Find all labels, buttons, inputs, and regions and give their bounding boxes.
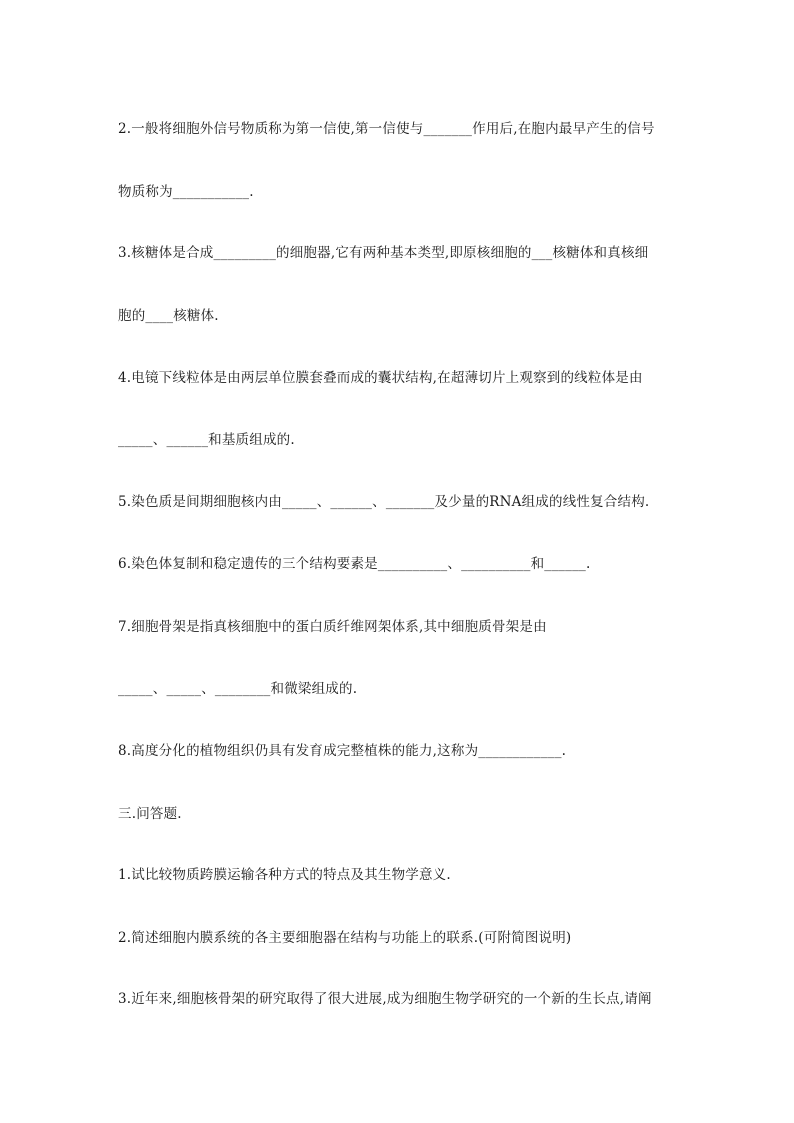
question-2-line-1: 2.一般将细胞外信号物质称为第一信使,第一信使与_______作用后,在胞内最早产生的信号 — [118, 121, 655, 137]
essay-question-3: 3.近年来,细胞核骨架的研究取得了很大进展,成为细胞生物学研究的一个新的生长点,请阐 — [118, 991, 652, 1007]
question-2-line-2: 物质称为___________. — [118, 184, 254, 200]
question-4-line-1: 4.电镜下线粒体是由两层单位膜套叠而成的囊状结构,在超薄切片上观察到的线粒体是由 — [118, 370, 643, 386]
question-3-line-2: 胞的____核糖体. — [118, 308, 219, 324]
question-7-line-1: 7.细胞骨架是指真核细胞中的蛋白质纤维网架体系,其中细胞质骨架是由 — [118, 619, 547, 635]
question-4-line-2: _____、______和基质组成的. — [118, 432, 295, 448]
question-3-line-1: 3.核糖体是合成_________的细胞器,它有两种基本类型,即原核细胞的___核糖体和真核细 — [118, 245, 649, 261]
question-6-line: 6.染色体复制和稳定遗传的三个结构要素是__________、__________和______. — [118, 556, 591, 572]
section-heading: 三.问答题. — [118, 806, 182, 822]
essay-question-1: 1.试比较物质跨膜运输各种方式的特点及其生物学意义. — [118, 867, 451, 883]
essay-question-2: 2.简述细胞内膜系统的各主要细胞器在结构与功能上的联系.(可附简图说明) — [118, 930, 572, 946]
question-5-line: 5.染色质是间期细胞核内由_____、______、_______及少量的RNA组成的线性复合结构. — [118, 494, 650, 510]
question-7-line-2: _____、_____、________和微梁组成的. — [118, 681, 358, 697]
question-8-line: 8.高度分化的植物组织仍具有发育成完整植株的能力,这称为____________. — [118, 743, 567, 759]
